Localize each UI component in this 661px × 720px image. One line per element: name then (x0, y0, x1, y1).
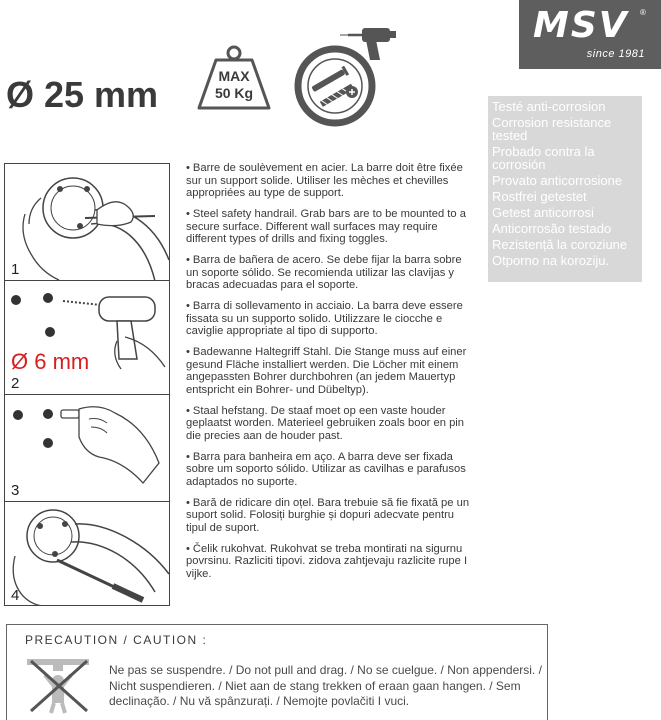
step-1 (5, 164, 169, 281)
weight-value: 50 Kg (214, 85, 254, 101)
corrosion-text: Anticorrosão testado (492, 221, 612, 236)
no-hanging-icon (23, 655, 93, 715)
bullet: • (186, 404, 190, 417)
instruction-text: Barra para banheira em aço. A barra deve ser fixada sobre um soporto sólido. Utilizar as cavilhas e parafusos adaptados no suporte. (186, 450, 466, 488)
hand-marking-wall-icon (5, 164, 169, 281)
step-2 (5, 281, 169, 395)
step-3 (5, 395, 169, 502)
bullet: • (186, 346, 190, 358)
bullet: • (186, 300, 190, 312)
registered-mark: ® (640, 8, 646, 17)
screw-bar-icon (5, 502, 169, 606)
drill-bit-size: Ø 6 mm (11, 349, 90, 374)
corrosion-text: Provato anticorrosione (492, 173, 623, 188)
precaution-box (6, 624, 548, 720)
instruction-item (186, 543, 476, 581)
precaution-text: Ne pas se suspendre. / Do not pull and drag. / No se cuelgue. / Non appendersi. / Nicht suspendieren. / Niet aan de stang trekken of eraan gaan hangen. / Sem declinação. / Nu vă spânzurați. / Nemojte povlačiti I vuci. (109, 663, 542, 708)
screw-and-plug-icon (292, 26, 406, 128)
instruction-item (186, 208, 476, 246)
weight-max-label: MAX (218, 68, 250, 84)
step-number: 2 (11, 375, 20, 392)
instruction-text: Barre de soulèvement en acier. La barre doit être fixée sur un support solide. Utiliser les mèches et chevilles appropriées au type de support. (186, 162, 463, 199)
corrosion-text: Rostfrei getestet (492, 189, 587, 204)
insert-wall-plug-icon (5, 395, 169, 502)
corrosion-text: Corrosion resistance tested (492, 115, 612, 143)
bullet: • (186, 450, 190, 463)
instruction-text: Staal hefstang. De staaf moet op een vaste houder geplaatst worden. Materieel gebruiken zoals boor en pin die precies aan de houder past. (186, 404, 464, 442)
bullet: • (186, 162, 190, 174)
corrosion-text: Rezistență la coroziune (492, 237, 628, 252)
installation-steps (4, 163, 170, 606)
max-weight-tag (196, 44, 272, 112)
step-4 (5, 502, 169, 606)
corrosion-text: Otporno na koroziju. (492, 253, 610, 268)
instruction-item (186, 497, 476, 535)
instruction-text: Bară de ridicare din oțel. Bara trebuie să fie fixată pe un suport solid. Folosiți burghie și dopuri adecvate pentru tipul de suport. (186, 496, 470, 534)
brand-since: since 1981 (586, 48, 645, 60)
brand-logo: MSV (533, 5, 629, 46)
precaution-title: PRECAUTION / CAUTION : (25, 633, 208, 647)
instruction-text: Steel safety handrail. Grab bars are to be mounted to a secure surface. Different wall surfaces may require different types of drills and fixing toggles. (186, 208, 466, 245)
corrosion-text: Testé anti-corrosion (492, 99, 606, 114)
instruction-text: Barra de bañera de acero. Se debe fijar la barra sobre un soporte sólido. Se recomienda utilizar las clavijas y bracas adecuadas para el soporte. (186, 254, 462, 291)
instruction-item (186, 162, 476, 200)
bar-diameter: Ø 25 mm (6, 74, 159, 115)
instructions-list (186, 162, 476, 589)
step-number: 1 (11, 261, 20, 278)
step-number: 3 (11, 482, 20, 499)
corrosion-text: Probado contra la corrosión (492, 144, 595, 172)
bullet: • (186, 254, 190, 266)
corrosion-text: Getest anticorrosi (492, 205, 594, 220)
instruction-item (186, 300, 476, 338)
instruction-text: Čelik rukohvat. Rukohvat se treba montirati na sigurnu povrsinu. Razliciti tipovi. zidova zahtjevaju razlicite rupe I vijke. (186, 542, 468, 580)
bullet: • (186, 542, 190, 555)
corrosion-tested-box (488, 96, 642, 282)
instruction-item (186, 451, 476, 489)
instruction-item (186, 254, 476, 292)
bullet: • (186, 496, 190, 509)
drill-icon (5, 281, 169, 395)
step-number: 4 (11, 587, 20, 604)
instruction-item (186, 346, 476, 396)
bullet: • (186, 208, 190, 220)
brand-logo-block (519, 0, 661, 69)
instruction-item (186, 405, 476, 443)
instruction-text: Badewanne Haltegriff Stahl. Die Stange muss auf einer gesund Fläche installiert werden. Die Löcher mit einem angepassten Bohrer durchbohren (an jedem Mauertyp entspricht ein Bohrer- und Dübeltyp). (186, 346, 467, 396)
instruction-text: Barra di sollevamento in acciaio. La barra deve essere fissata su un supporto solido. Utilizzare le ciocche e caviglie appropriate al tipo di supporto. (186, 300, 463, 337)
